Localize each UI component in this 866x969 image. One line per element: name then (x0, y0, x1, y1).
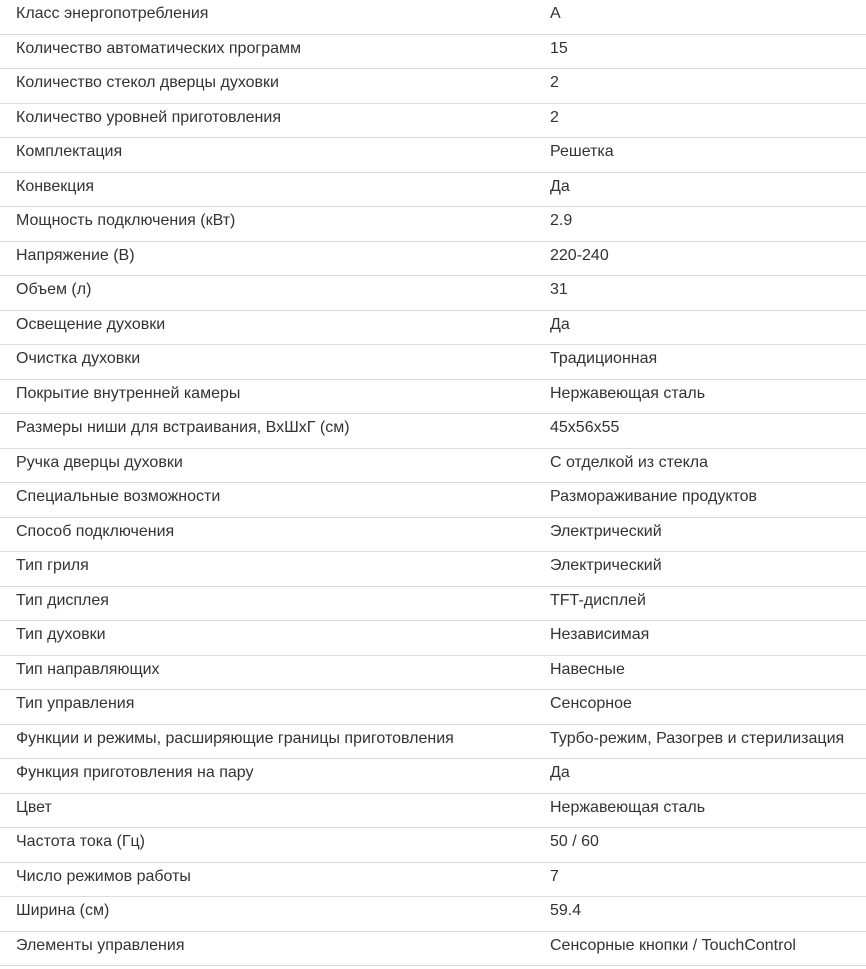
spec-row (0, 897, 866, 932)
spec-label: Функция приготовления на пару (16, 764, 254, 781)
spec-row (0, 104, 866, 139)
spec-label: Ширина (см) (16, 902, 110, 919)
spec-value: Да (550, 177, 570, 195)
spec-value: A (550, 5, 561, 22)
spec-value: 2 (550, 74, 559, 91)
spec-value: Решетка (550, 143, 614, 160)
spec-value: Нержавеющая сталь (550, 798, 706, 816)
spec-value: 220-240 (550, 246, 609, 264)
spec-value: 59.4 (550, 902, 582, 919)
spec-value: Традиционная (550, 350, 658, 367)
spec-value: Сенсорное (550, 695, 632, 712)
spec-value: 2 (550, 108, 559, 126)
spec-label: Цвет (16, 798, 52, 816)
spec-label: Элементы управления (16, 936, 185, 954)
spec-row (0, 173, 866, 208)
spec-value: 2.9 (550, 212, 573, 229)
spec-label: Тип духовки (16, 626, 106, 643)
spec-value: 45x56x55 (550, 419, 620, 436)
spec-row (0, 932, 866, 967)
spec-row (0, 621, 866, 656)
spec-value: Независимая (550, 626, 650, 643)
spec-row (0, 587, 866, 622)
spec-label: Тип управления (16, 695, 135, 712)
spec-label: Конвекция (16, 177, 95, 195)
spec-label: Ручка дверцы духовки (16, 453, 183, 471)
spec-row (0, 69, 866, 104)
spec-row (0, 380, 866, 415)
spec-value: Да (550, 764, 570, 781)
spec-label: Покрытие внутренней камеры (16, 384, 241, 402)
spec-value: С отделкой из стекла (550, 453, 709, 471)
spec-value: 15 (550, 39, 568, 57)
spec-label: Число режимов работы (16, 867, 191, 885)
spec-value: Да (550, 315, 570, 333)
spec-row (0, 0, 866, 35)
spec-label: Тип дисплея (16, 591, 109, 609)
spec-label: Функции и режимы, расширяющие границы приготовления (16, 729, 454, 747)
spec-row (0, 828, 866, 863)
spec-label: Размеры ниши для встраивания, ВхШхГ (см) (16, 419, 350, 436)
spec-row (0, 759, 866, 794)
spec-row (0, 242, 866, 277)
spec-row (0, 207, 866, 242)
spec-value: Размораживание продуктов (550, 488, 758, 505)
spec-row (0, 414, 866, 449)
spec-value: 31 (550, 281, 568, 298)
spec-row (0, 276, 866, 311)
spec-value: Навесные (550, 660, 625, 678)
spec-row (0, 345, 866, 380)
spec-label: Способ подключения (16, 522, 175, 540)
spec-row (0, 483, 866, 518)
spec-row (0, 449, 866, 484)
spec-label: Объем (л) (16, 281, 92, 298)
spec-label: Количество стекол дверцы духовки (16, 74, 279, 91)
spec-row (0, 35, 866, 70)
spec-value: Электрический (550, 522, 662, 540)
spec-row (0, 552, 866, 587)
spec-label: Очистка духовки (16, 350, 141, 367)
spec-label: Тип гриля (16, 557, 89, 574)
spec-label: Мощность подключения (кВт) (16, 212, 236, 229)
spec-row (0, 656, 866, 691)
spec-label: Класс энергопотребления (16, 5, 209, 22)
spec-row (0, 311, 866, 346)
spec-label: Количество уровней приготовления (16, 108, 281, 126)
spec-label: Освещение духовки (16, 315, 166, 333)
spec-row (0, 138, 866, 173)
spec-row (0, 725, 866, 760)
spec-label: Частота тока (Гц) (16, 833, 145, 850)
spec-row (0, 863, 866, 898)
spec-label: Напряжение (В) (16, 246, 135, 264)
spec-row (0, 518, 866, 553)
spec-label: Количество автоматических программ (16, 39, 301, 57)
spec-value: 7 (550, 867, 559, 885)
spec-value: Нержавеющая сталь (550, 384, 706, 402)
spec-label: Специальные возможности (16, 488, 221, 505)
spec-row (0, 794, 866, 829)
spec-value: Электрический (550, 557, 662, 574)
spec-value: Сенсорные кнопки / TouchControl (550, 936, 796, 954)
spec-value: Турбо-режим, Разогрев и стерилизация (550, 729, 845, 747)
spec-value: TFT-дисплей (550, 591, 646, 609)
spec-label: Комплектация (16, 143, 123, 160)
spec-value: 50 / 60 (550, 833, 599, 850)
spec-row (0, 690, 866, 725)
spec-label: Тип направляющих (16, 660, 160, 678)
